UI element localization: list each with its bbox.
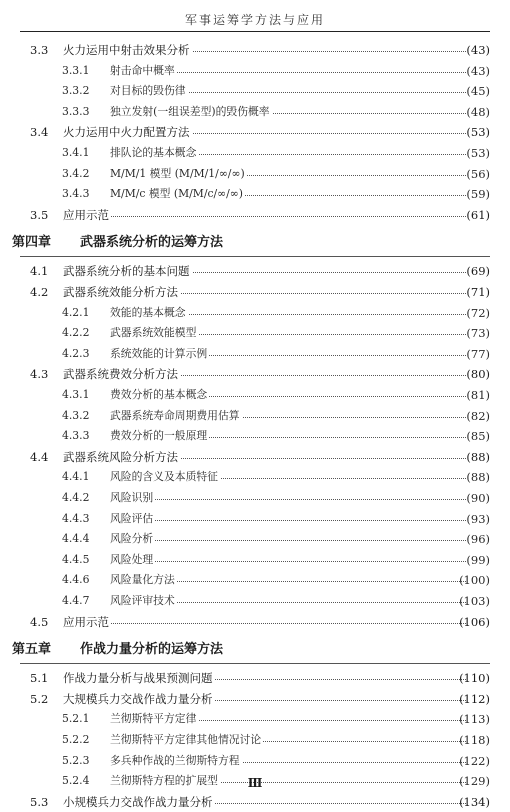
entry-number: 4.4.3 xyxy=(62,511,90,525)
entry-title: 小规模兵力交战作战力量分析 xyxy=(63,792,215,812)
entry-page-number: (134) xyxy=(459,794,490,809)
entry-page-number: (118) xyxy=(459,733,490,747)
toc-section-entry[interactable] xyxy=(0,364,510,384)
entry-title: 独立发射(一组误差型)的毁伤概率 xyxy=(110,102,272,122)
entry-title: 风险分析 xyxy=(110,529,155,549)
entry-title: 费效分析的基本概念 xyxy=(110,385,209,405)
entry-page-number: (43) xyxy=(466,43,490,57)
toc-subsection-entry[interactable] xyxy=(0,102,510,122)
entry-number: 5.2.3 xyxy=(62,753,90,767)
entry-number: 4.3.3 xyxy=(62,429,90,443)
entry-page-number: (99) xyxy=(466,552,490,567)
header-rule xyxy=(20,31,490,32)
entry-title: 排队论的基本概念 xyxy=(110,143,198,163)
dot-leader xyxy=(111,520,466,521)
entry-page-number: (56) xyxy=(466,166,490,181)
toc-section-entry[interactable] xyxy=(0,612,510,632)
entry-title: 武器系统效能分析方法 xyxy=(63,282,180,302)
entry-title: 武器系统分析的基本问题 xyxy=(63,261,192,281)
entry-title: 武器系统风险分析方法 xyxy=(63,447,180,467)
entry-page-number: (61) xyxy=(466,207,490,222)
entry-title: 射击命中概率 xyxy=(110,61,177,81)
entry-number: 4.3.2 xyxy=(62,408,90,422)
toc-subsection-entry[interactable] xyxy=(0,303,510,323)
entry-title: 效能的基本概念 xyxy=(110,303,188,323)
toc-subsection-entry[interactable] xyxy=(0,143,510,163)
dot-leader xyxy=(111,561,466,562)
entry-number: 4.4.4 xyxy=(62,532,90,546)
entry-page-number: (73) xyxy=(466,326,490,341)
entry-page-number: (129) xyxy=(459,774,490,789)
toc-section-entry[interactable] xyxy=(0,282,510,302)
entry-title: 风险评估 xyxy=(110,509,155,529)
entry-page-number: (53) xyxy=(466,125,490,140)
entry-title: 多兵种作战的兰彻斯特方程 xyxy=(110,751,242,771)
toc-section-entry[interactable] xyxy=(0,689,510,709)
entry-title: 武器系统效能模型 xyxy=(110,323,198,343)
entry-title: 作战力量分析与战果预测问题 xyxy=(63,668,215,688)
entry-title: 火力运用中射击效果分析 xyxy=(63,40,192,60)
entry-number: 5.2.2 xyxy=(62,733,90,746)
entry-title: M/M/c 模型 (M/M/c/∞/∞) xyxy=(110,184,245,204)
entry-title: M/M/1 模型 (M/M/1/∞/∞) xyxy=(110,164,247,184)
entry-title: 武器系统费效分析方法 xyxy=(63,364,180,384)
toc-subsection-entry[interactable] xyxy=(0,81,510,101)
chapter-title: 作战力量分析的运筹方法 xyxy=(80,642,224,658)
entry-title: 风险处理 xyxy=(110,550,155,570)
toc-subsection-entry[interactable] xyxy=(0,164,510,184)
chapter-rule xyxy=(20,256,490,257)
entry-title: 风险评审技术 xyxy=(110,591,177,611)
toc-subsection-entry[interactable] xyxy=(0,751,510,771)
entry-page-number: (72) xyxy=(466,305,490,320)
toc-subsection-entry[interactable] xyxy=(0,184,510,204)
entry-title: 武器系统寿命周期费用估算 xyxy=(110,406,242,426)
toc-subsection-entry[interactable] xyxy=(0,426,510,446)
entry-page-number: (43) xyxy=(466,63,490,78)
entry-page-number: (90) xyxy=(466,491,490,505)
entry-number: 5.2.1 xyxy=(62,712,90,726)
entry-page-number: (82) xyxy=(466,408,490,423)
entry-page-number: (88) xyxy=(466,470,490,485)
entry-title: 应用示范 xyxy=(63,612,111,632)
toc-subsection-entry[interactable] xyxy=(0,488,510,508)
entry-title: 风险量化方法 xyxy=(110,570,177,590)
entry-page-number: (113) xyxy=(459,712,490,727)
chapter-rule xyxy=(20,663,490,664)
toc-section-entry[interactable] xyxy=(0,122,510,142)
entry-title: 风险的含义及本质特征 xyxy=(110,467,220,487)
entry-page-number: (103) xyxy=(459,594,490,608)
dot-leader xyxy=(64,216,466,217)
entry-title: 应用示范 xyxy=(63,205,111,225)
entry-page-number: (48) xyxy=(466,104,490,119)
entry-page-number: (88) xyxy=(466,449,490,464)
entry-number: 3.4.1 xyxy=(62,146,90,159)
entry-title: 风险识别 xyxy=(110,488,155,508)
page-folio: Ⅲ xyxy=(247,776,263,790)
entry-page-number: (81) xyxy=(466,388,490,402)
chapter-title: 武器系统分析的运筹方法 xyxy=(80,235,224,251)
toc-section-entry[interactable] xyxy=(0,261,510,281)
entry-number: 4.4.1 xyxy=(62,470,90,484)
entry-number: 4.2.1 xyxy=(62,305,90,319)
entry-title: 系统效能的计算示例 xyxy=(110,344,209,364)
toc-subsection-entry[interactable] xyxy=(0,323,510,343)
entry-page-number: (45) xyxy=(466,84,490,99)
entry-number: 5.3 xyxy=(30,794,49,809)
entry-title: 兰彻斯特平方定律 xyxy=(110,709,198,729)
toc-subsection-entry[interactable] xyxy=(0,467,510,487)
entry-page-number: (53) xyxy=(466,146,490,160)
entry-page-number: (100) xyxy=(459,573,490,588)
entry-page-number: (71) xyxy=(466,285,490,299)
toc-section-entry[interactable] xyxy=(0,668,510,688)
entry-title: 费效分析的一般原理 xyxy=(110,426,209,446)
entry-number: 4.5 xyxy=(30,614,49,629)
chapter-heading xyxy=(0,231,510,255)
entry-number: 4.3 xyxy=(30,367,49,382)
entry-page-number: (85) xyxy=(466,429,490,444)
dot-leader xyxy=(64,623,466,624)
toc-section-entry[interactable] xyxy=(0,205,510,225)
toc-subsection-entry[interactable] xyxy=(0,406,510,426)
entry-page-number: (96) xyxy=(466,532,490,547)
toc-subsection-entry[interactable] xyxy=(0,550,510,570)
chapter-heading xyxy=(0,638,510,662)
entry-page-number: (69) xyxy=(466,264,490,279)
entry-title: 火力运用中火力配置方法 xyxy=(63,122,192,142)
entry-page-number: (80) xyxy=(466,367,490,382)
entry-page-number: (110) xyxy=(459,671,490,686)
entry-number: 4.2.2 xyxy=(62,326,90,340)
entry-number: 5.2 xyxy=(30,691,49,706)
entry-number: 4.4.7 xyxy=(62,594,90,607)
toc-subsection-entry[interactable] xyxy=(0,570,510,590)
dot-leader xyxy=(111,499,466,500)
toc-subsection-entry[interactable] xyxy=(0,61,510,81)
entry-title: 大规模兵力交战作战力量分析 xyxy=(63,689,215,709)
entry-page-number: (112) xyxy=(459,691,490,706)
entry-title: 兰彻斯特方程的扩展型 xyxy=(110,771,220,791)
toc-subsection-entry[interactable] xyxy=(0,385,510,405)
entry-title: 兰彻斯特平方定律其他情况讨论 xyxy=(110,730,263,750)
entry-number: 4.1 xyxy=(30,264,49,279)
entry-number: 5.2.4 xyxy=(62,774,90,788)
entry-number: 4.3.1 xyxy=(62,388,90,401)
entry-number: 4.4.2 xyxy=(62,491,90,504)
toc-subsection-entry[interactable] xyxy=(0,591,510,611)
toc-section-entry[interactable] xyxy=(0,40,510,60)
entry-page-number: (77) xyxy=(466,346,490,361)
entry-number: 3.5 xyxy=(30,207,49,222)
entry-title: 对目标的毁伤律 xyxy=(110,81,188,101)
entry-number: 3.3.1 xyxy=(62,63,90,77)
dot-leader xyxy=(111,540,466,541)
entry-page-number: (106) xyxy=(459,614,490,629)
toc-subsection-entry[interactable] xyxy=(0,509,510,529)
entry-page-number: (93) xyxy=(466,511,490,526)
chapter-number: 第四章 xyxy=(12,235,52,251)
entry-number: 4.2.3 xyxy=(62,346,90,360)
entry-number: 3.4.2 xyxy=(62,166,90,180)
toc-subsection-entry[interactable] xyxy=(0,344,510,364)
entry-page-number: (59) xyxy=(466,187,490,202)
toc-subsection-entry[interactable] xyxy=(0,730,510,750)
entry-number: 3.4.3 xyxy=(62,187,90,201)
entry-number: 3.4 xyxy=(30,125,49,140)
entry-number: 4.4 xyxy=(30,449,49,464)
toc-section-entry[interactable] xyxy=(0,792,510,812)
entry-number: 3.3.2 xyxy=(62,84,90,98)
entry-number: 3.3.3 xyxy=(62,104,90,118)
entry-page-number: (122) xyxy=(459,753,490,768)
toc-subsection-entry[interactable] xyxy=(0,709,510,729)
chapter-number: 第五章 xyxy=(12,642,52,658)
entry-number: 4.4.5 xyxy=(62,552,90,566)
entry-number: 5.1 xyxy=(30,671,49,686)
entry-number: 4.4.6 xyxy=(62,573,90,587)
entry-number: 3.3 xyxy=(30,43,49,57)
entry-number: 4.2 xyxy=(30,285,49,299)
running-header: 军事运筹学方法与应用 xyxy=(184,13,325,27)
toc-subsection-entry[interactable] xyxy=(0,529,510,549)
toc-section-entry[interactable] xyxy=(0,447,510,467)
